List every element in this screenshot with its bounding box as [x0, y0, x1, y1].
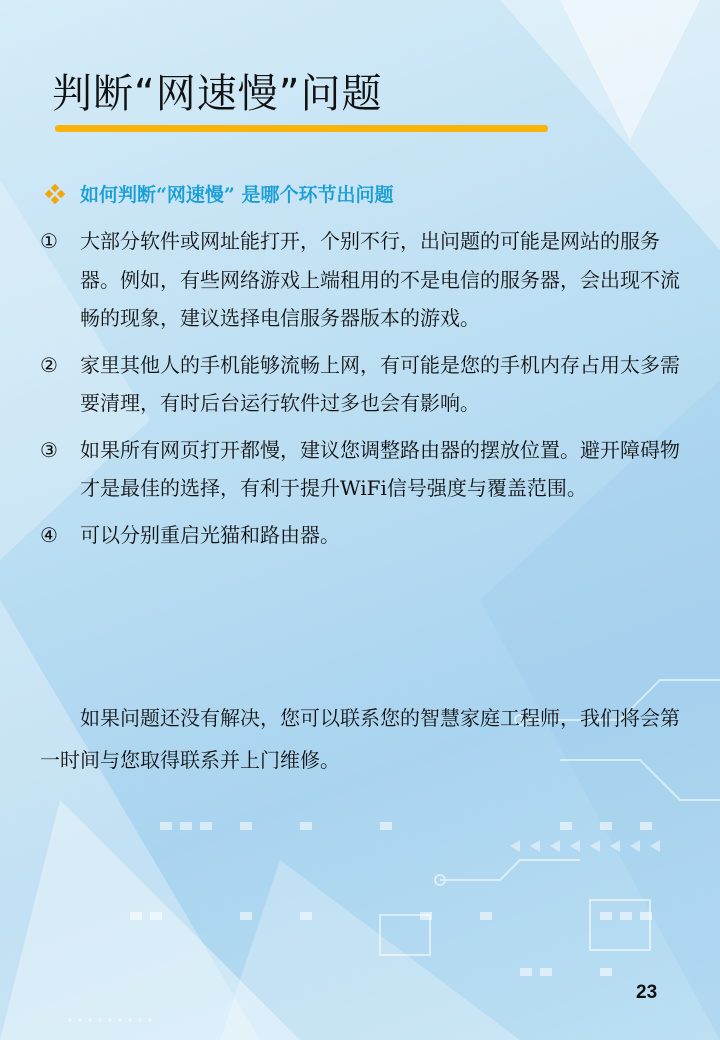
page-number: 23: [636, 982, 658, 1003]
list-item: [40, 346, 690, 423]
four-diamond-icon: [44, 183, 66, 205]
page-title: 判断“网速慢”问题: [52, 71, 383, 117]
list-marker: ②: [40, 352, 58, 377]
title-underline: [55, 125, 548, 132]
list-item: [40, 516, 690, 555]
list-marker: ④: [40, 522, 58, 547]
list-item-text: 大部分软件或网址能打开，个别不行，出问题的可能是网站的服务器。例如，有些网络游戏上端租用的不是电信的服务器，会出现不流畅的现象，建议选择电信服务器版本的游戏。: [80, 229, 680, 330]
list-item-text: 可以分别重启光猫和路由器。: [80, 522, 340, 547]
list-item: [40, 431, 690, 508]
cause-list: [40, 222, 690, 562]
list-marker: ①: [40, 229, 58, 253]
section-heading: [44, 180, 393, 207]
section-heading-text: 如何判断“网速慢” 是哪个环节出问题: [80, 184, 394, 206]
list-item-text: 如果所有网页打开都慢，建议您调整路由器的摆放位置。避开障碍物才是最佳的选择，有利于提升WiFi信号强度与覆盖范围。: [80, 437, 680, 500]
list-marker: ③: [40, 437, 58, 462]
list-item: [40, 222, 690, 338]
list-item-text: 家里其他人的手机能够流畅上网，有可能是您的手机内存占用太多需要清理，有时后台运行软件过多也会有影响。: [80, 352, 680, 415]
closing-paragraph: 如果问题还没有解决，您可以联系您的智慧家庭工程师，我们将会第一时间与您取得联系并上门维修。: [40, 706, 680, 772]
